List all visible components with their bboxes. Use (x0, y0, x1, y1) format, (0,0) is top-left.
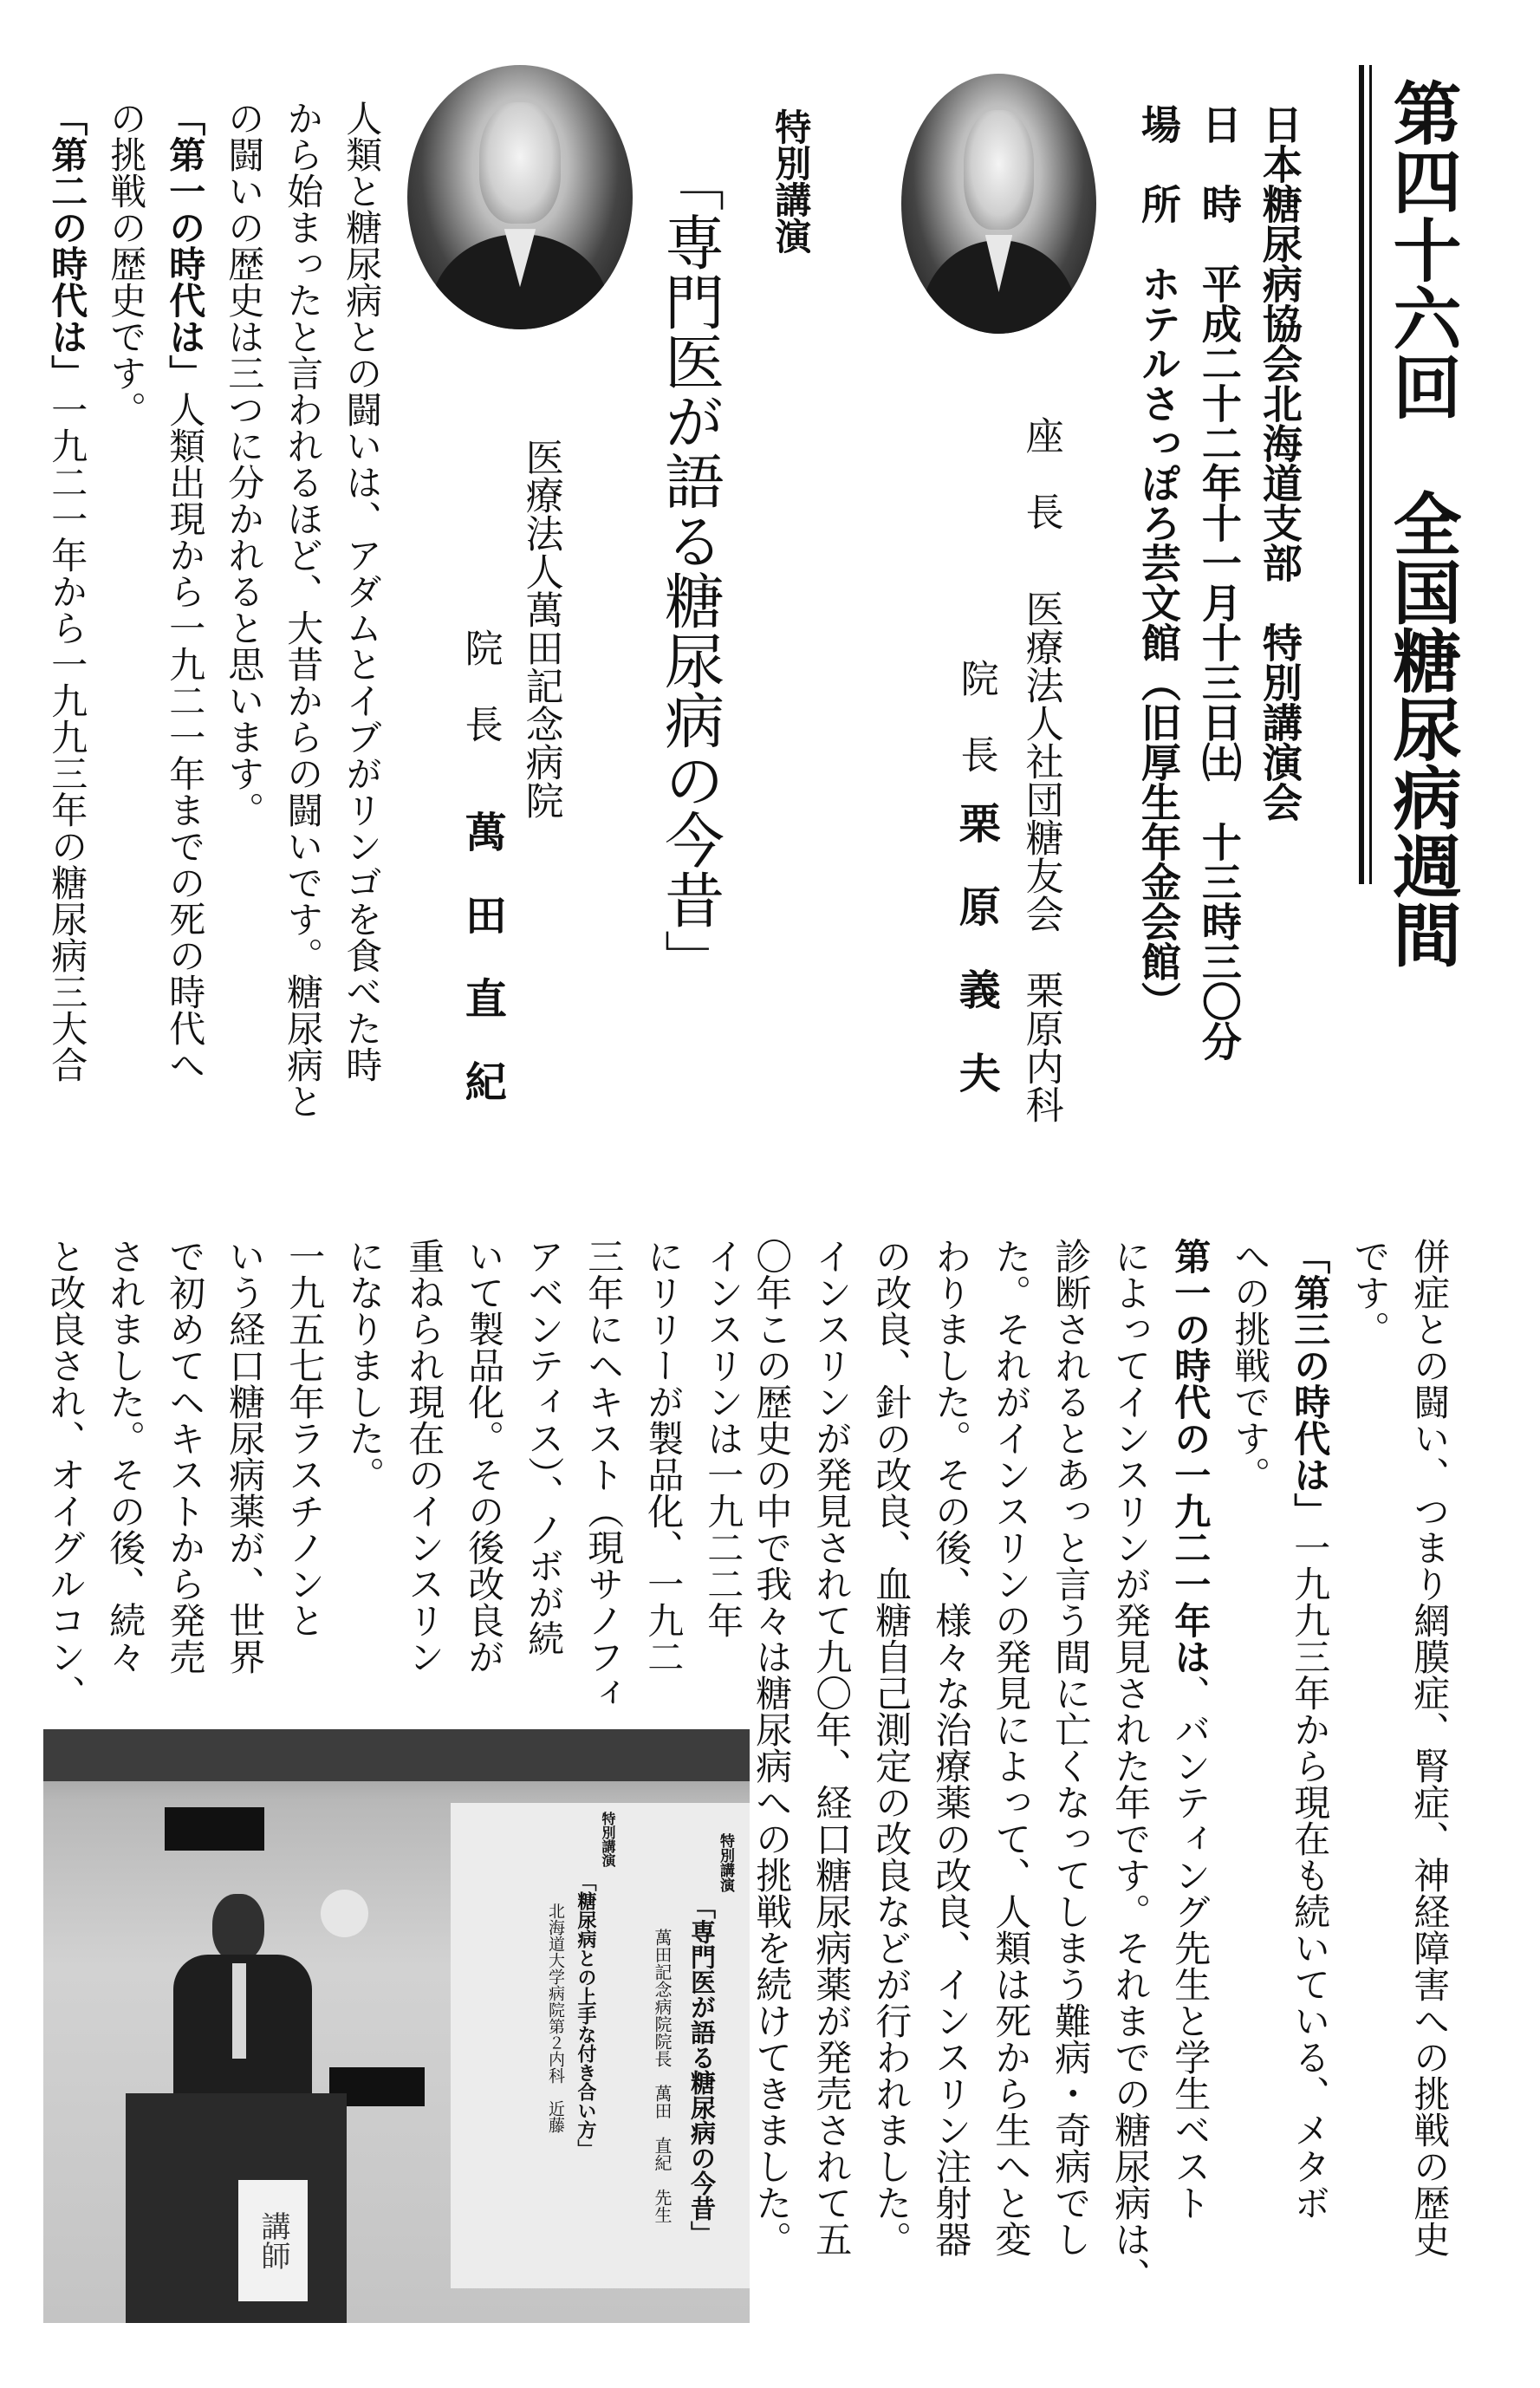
chair-title: 院 長 (953, 659, 998, 773)
slide-speaker-2: 北海道大学病院第２内科 近藤 (546, 1903, 565, 2133)
photo-speaker-box (165, 1807, 264, 1851)
slide-label-1: 特別講演 (717, 1833, 734, 1892)
speaker-portrait-face (479, 102, 561, 224)
body-text: 人類出現から一九二一年までの死の時代へ (164, 391, 207, 1083)
body-emphasis: 「第二の時代は」 (46, 100, 89, 391)
body-text: です。 (1348, 1238, 1392, 1347)
speaker-name: 萬 田 直 紀 (458, 810, 507, 1102)
body-text: から始まったと言われるほど、大昔からの闘いです。糖尿病と (282, 100, 325, 1119)
photo-speaker-shirt (232, 1963, 246, 2059)
chair-label: 座 長 (1018, 416, 1063, 530)
slide-speaker-1: 萬田記念病院院長 萬田 直紀 先生 (652, 1929, 673, 2223)
photo-podium (126, 2093, 347, 2323)
title-rule-outer-left (1359, 65, 1364, 884)
page-title: 第四十六回 全国糖尿病週間 (1381, 78, 1461, 968)
body-line (1049, 1238, 1091, 2257)
body-line (751, 1238, 792, 2257)
body-text: 〇年この歴史の中で我々は糖尿病への挑戦を続けてきました。 (751, 1238, 794, 2257)
body-text: インスリンが発見されて九〇年、経口糖尿病薬が発売されて五 (810, 1238, 854, 2257)
body-line (1109, 1238, 1151, 2294)
chair-name: 栗 原 義 夫 (952, 802, 1001, 1093)
body-text: の闘いの歴史は三つに分かれると思います。 (223, 100, 266, 828)
photo-podium-sign: 講師 (238, 2180, 308, 2301)
body-emphasis: 「第三の時代は」 (1289, 1238, 1332, 1529)
body-text: の改良、針の改良、血糖自己測定の改良などが行われました。 (870, 1238, 913, 2257)
photo-ceiling (43, 1729, 750, 1781)
speaker-title: 院 長 (458, 628, 503, 743)
body-line (1229, 1238, 1270, 1493)
event-org-line: 日本糖尿病協会北海道支部 特別講演会 (1256, 104, 1303, 822)
body-text: によってインスリンが発見された年です。それまでの糖尿病は、 (1109, 1238, 1153, 2294)
photo-wall-light (321, 1890, 368, 1937)
body-line: いて製品化。その後改良が (463, 1238, 506, 1675)
body-line (870, 1238, 912, 2257)
body-text: 一九九三年から現在も続いている、メタボ (1289, 1529, 1332, 2221)
body-line (810, 1238, 852, 2257)
chair-org: 医療法人社団糖友会 栗原内科 (1018, 589, 1063, 1123)
lecture-photo (43, 1729, 750, 2323)
chair-portrait (901, 74, 1096, 334)
body-line (341, 100, 382, 1083)
body-text: 、バンティング先生と学生ベスト (1169, 1675, 1212, 2221)
body-line (1348, 1238, 1390, 1347)
body-text: 一九二一年から一九九三年の糖尿病三大合 (46, 391, 89, 1083)
body-text: への挑戦です。 (1229, 1238, 1272, 1493)
body-line: にリリーが製品化、一九二 (642, 1238, 686, 1675)
speaker-portrait (407, 65, 633, 329)
body-line (164, 100, 205, 1083)
slide-label-2: 特別講演 (600, 1812, 616, 1867)
chair-portrait-face (964, 110, 1034, 230)
slide-title-2: 「糖尿病との上手な付き合い方」 (575, 1872, 596, 2158)
body-line: になりました。 (343, 1238, 387, 1493)
photo-speaker-head (212, 1894, 264, 1962)
body-line (1169, 1238, 1211, 2221)
body-text: の挑戦の歴史です。 (105, 100, 148, 427)
body-line (105, 100, 146, 427)
body-line (1289, 1238, 1330, 2221)
body-line: アベンティス）、ノボが続 (523, 1238, 566, 1656)
body-emphasis: 「第一の時代は」 (164, 100, 207, 391)
title-rule-inner-left (1369, 65, 1372, 884)
body-text: た。それがインスリンの発見によって、人類は死から生へと変 (990, 1238, 1033, 2257)
body-line (46, 100, 88, 1083)
body-line: されました。その後、続々 (104, 1238, 147, 1675)
body-line (1408, 1238, 1450, 2257)
event-place-line: 場 所 ホテルさっぽろ芸文館（旧厚生年金会館） (1134, 104, 1182, 1021)
body-line (282, 100, 323, 1119)
body-text: 併症との闘い、つまり網膜症、腎症、神経障害への挑戦の歴史 (1408, 1238, 1452, 2257)
body-text: 人類と糖尿病との闘いは、アダムとイブがリンゴを食べた時 (341, 100, 384, 1083)
body-line: いう経口糖尿病薬が、世界 (224, 1238, 267, 1675)
body-text: わりました。その後、様々な治療薬の改良、インスリン注射器 (930, 1238, 973, 2257)
slide-title-1: 「専門医が語る糖尿病の今昔」 (687, 1894, 717, 2246)
event-date-line: 日 時 平成二十二年十一月十三日㈯ 十三時三〇分 (1195, 104, 1243, 1061)
body-line (990, 1238, 1031, 2257)
lecture-title: 「専門医が語る糖尿病の今昔」 (654, 152, 724, 989)
speaker-org: 医療法人萬田記念病院 (518, 438, 563, 819)
body-line (223, 100, 264, 828)
body-text: 診断されるとあっと言う間に亡くなってしまう難病・奇病でし (1049, 1238, 1093, 2257)
body-line: 重ねられ現在のインスリン (403, 1238, 446, 1675)
body-line: 三年にヘキスト（現サノフィ (582, 1238, 626, 1711)
body-line: インスリンは一九二二年 (702, 1238, 745, 1638)
body-line (930, 1238, 971, 2257)
lecture-label: 特別講演 (770, 108, 813, 254)
body-line: と改良され、オイグルコン、 (44, 1238, 88, 1711)
body-line: で初めてヘキストから発売 (164, 1238, 207, 1675)
body-line: 一九五七年ラスチノンと (283, 1238, 327, 1638)
body-emphasis: 第一の時代の一九二一年は (1169, 1238, 1212, 1675)
